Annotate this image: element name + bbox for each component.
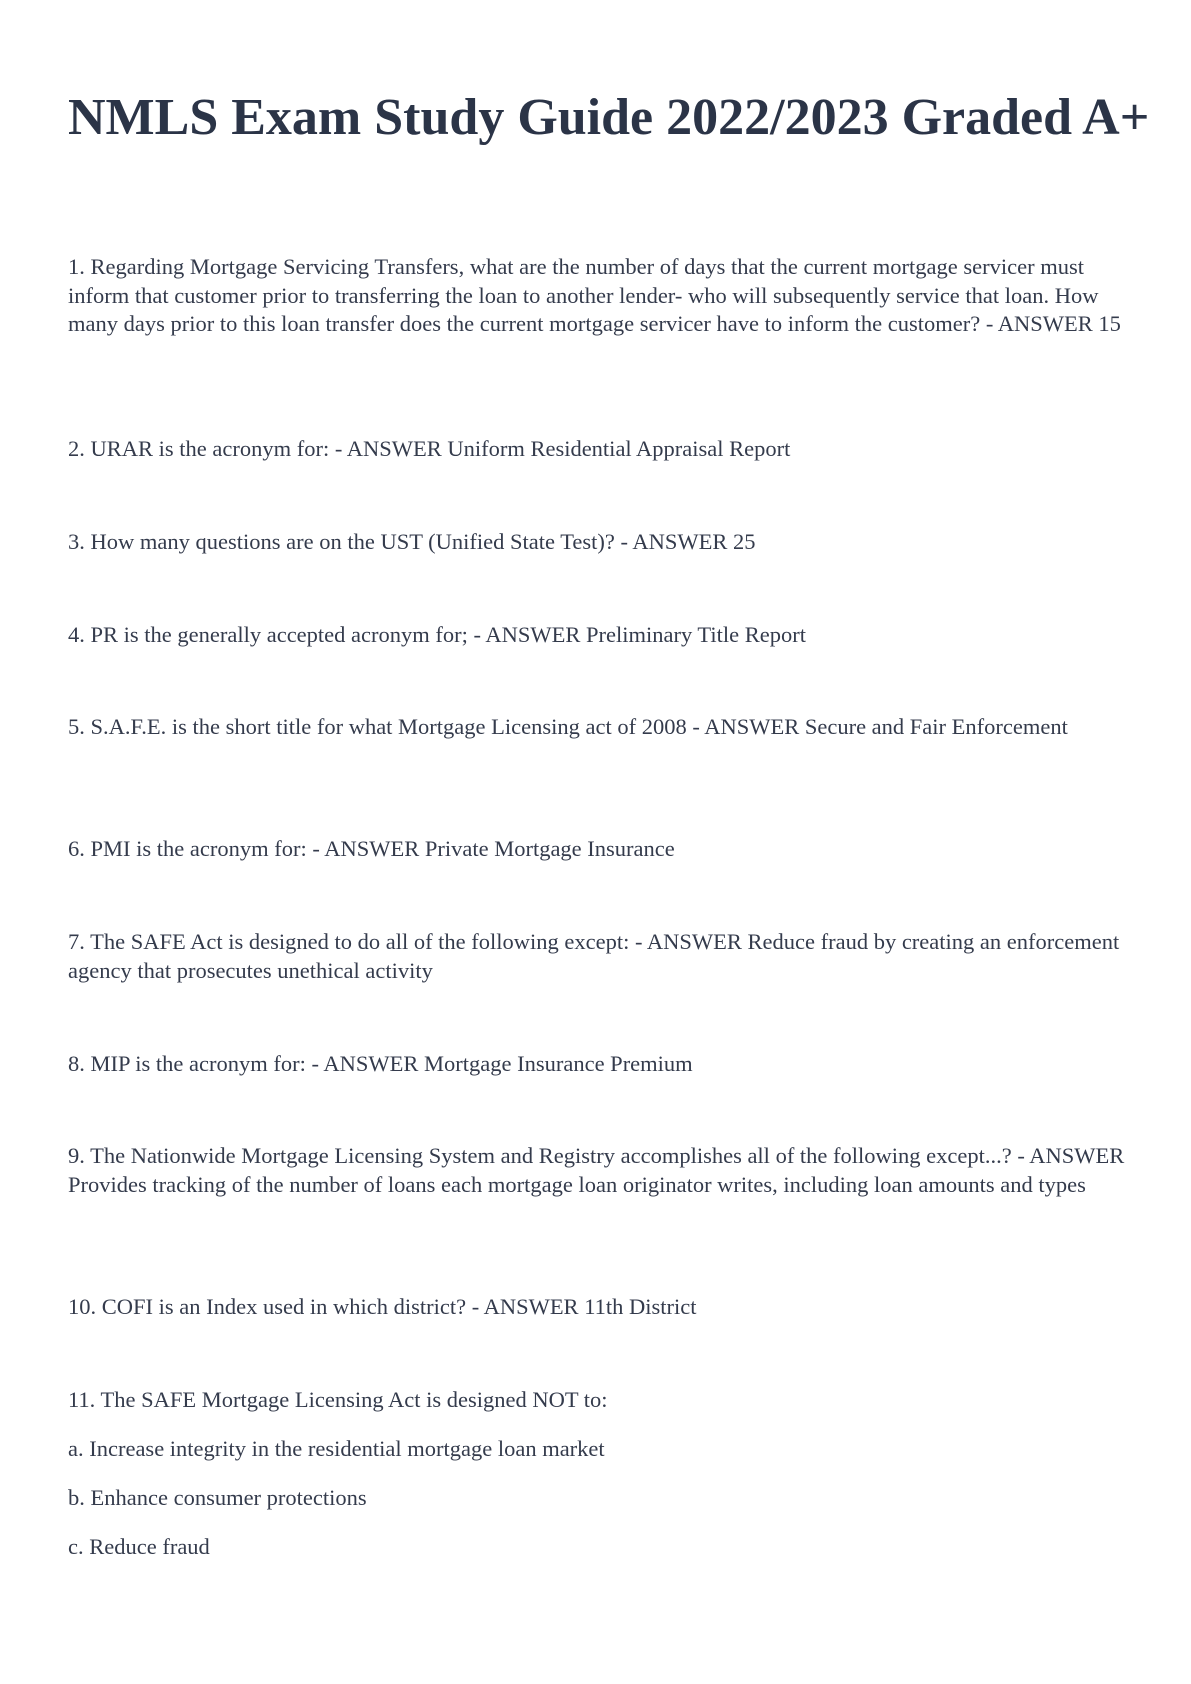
question-5: 5. S.A.F.E. is the short title for what Mortgage Licensing act of 2008 - ANSWER Secure and Fair Enforcement [68, 714, 1068, 739]
question-7: 7. The SAFE Act is designed to do all of the following except: - ANSWER Reduce fraud by creating an enforcement agency that prosecutes unethical activity [68, 929, 1120, 983]
document-title: NMLS Exam Study Guide 2022/2023 Graded A+ [68, 89, 1150, 146]
question-9: 9. The Nationwide Mortgage Licensing System and Registry accomplishes all of the following except...? - ANSWER Provides tracking of the number of loans each mortgage loan originator writes, including loan amounts and types [68, 1143, 1125, 1197]
question-2: 2. URAR is the acronym for: - ANSWER Uniform Residential Appraisal Report [68, 436, 791, 461]
question-11: 11. The SAFE Mortgage Licensing Act is designed NOT to: [68, 1387, 608, 1412]
question-3: 3. How many questions are on the UST (Unified State Test)? - ANSWER 25 [68, 529, 756, 554]
question-1: 1. Regarding Mortgage Servicing Transfers, what are the number of days that the current mortgage servicer must inform that customer prior to transferring the loan to another lender- who will subsequently service that loan. How many days prior to this loan transfer does the current mortgage servicer have to inform the customer? - ANSWER 15 [68, 254, 1121, 336]
question-6: 6. PMI is the acronym for: - ANSWER Private Mortgage Insurance [68, 836, 675, 861]
question-10: 10. COFI is an Index used in which district? - ANSWER 11th District [68, 1294, 697, 1319]
question-8: 8. MIP is the acronym for: - ANSWER Mortgage Insurance Premium [68, 1051, 693, 1076]
question-4: 4. PR is the generally accepted acronym for; - ANSWER Preliminary Title Report [68, 622, 806, 647]
answer-option-a: a. Increase integrity in the residential mortgage loan market [68, 1436, 605, 1461]
answer-option-c: c. Reduce fraud [68, 1534, 210, 1559]
answer-option-b: b. Enhance consumer protections [68, 1485, 367, 1510]
